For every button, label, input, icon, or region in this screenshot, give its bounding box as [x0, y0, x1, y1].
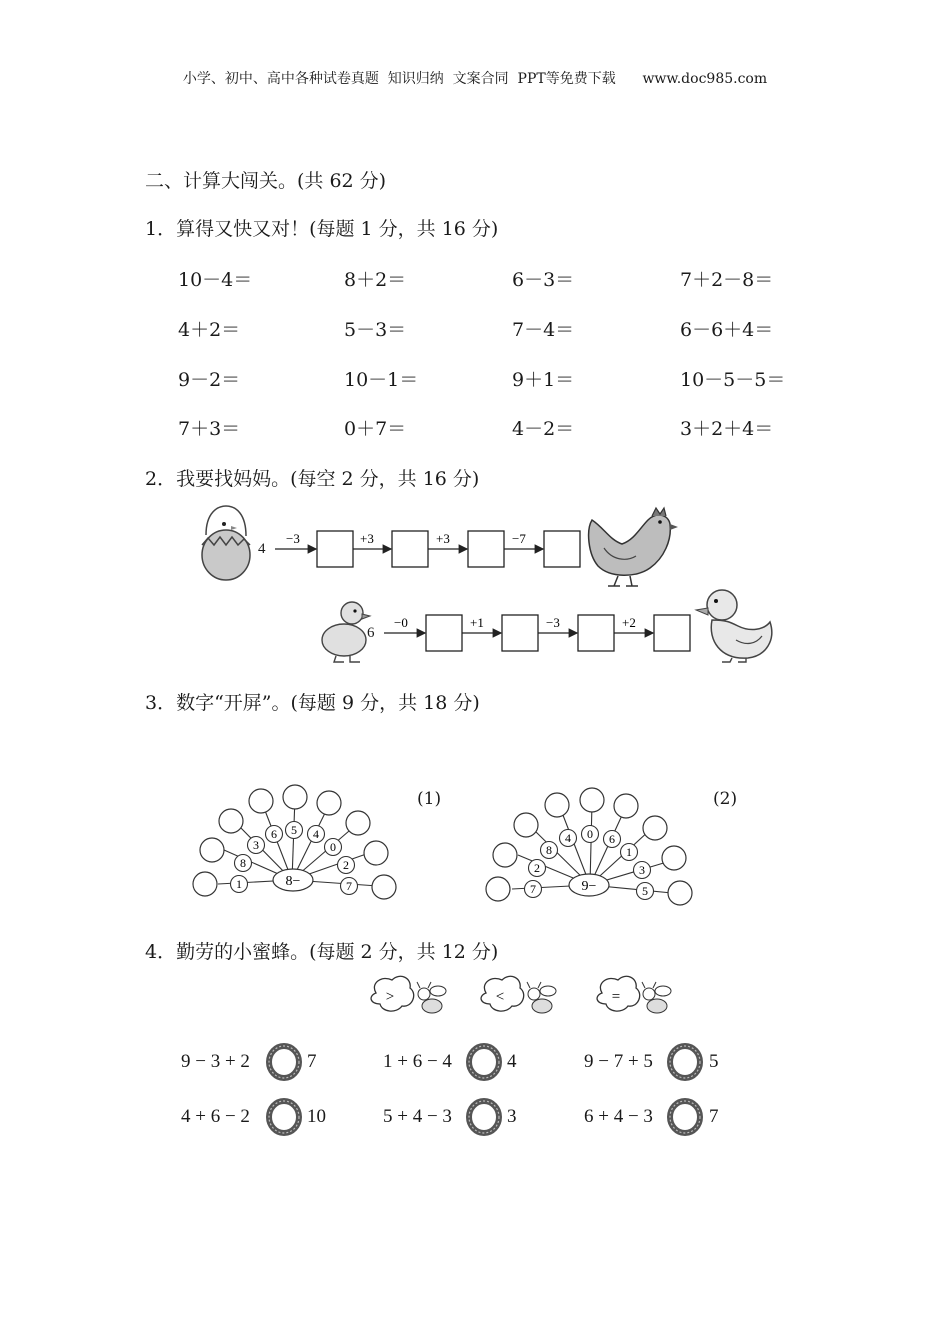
answer-box[interactable]	[544, 531, 580, 567]
q1-exercise: 4＋2＝	[178, 319, 241, 341]
answer-box[interactable]	[392, 531, 428, 567]
answer-circle[interactable]	[545, 793, 569, 817]
fan-1-number: 1	[236, 877, 242, 891]
answer-circle[interactable]	[200, 838, 224, 862]
fan-1	[193, 785, 396, 899]
q4-expression: 1 + 6 − 4	[383, 1051, 452, 1072]
chain-2	[367, 615, 690, 651]
q4-expression: 5 + 4 − 3	[383, 1106, 452, 1127]
chain-2-op: +2	[622, 615, 636, 630]
q1-exercise: 9－2＝	[178, 369, 241, 391]
answer-box[interactable]	[317, 531, 353, 567]
q4-value: 4	[507, 1051, 517, 1072]
symbol-label: =	[611, 989, 621, 1005]
fan-1-label: (1)	[417, 789, 442, 809]
answer-circle[interactable]	[580, 788, 604, 812]
q1-title: 1．算得又快又对！(每题 1 分，共 16 分)	[145, 218, 499, 240]
chain-2-op: +1	[470, 615, 484, 630]
answer-circle[interactable]	[668, 881, 692, 905]
fan-1-number: 4	[313, 827, 319, 841]
q1-exercise: 9＋1＝	[512, 369, 575, 391]
q1-exercise: 7－4＝	[512, 319, 575, 341]
answer-circle[interactable]	[662, 846, 686, 870]
section-title: 二、计算大闯关。(共 62 分)	[145, 170, 387, 192]
fan-2-number: 4	[565, 831, 571, 845]
answer-circle[interactable]	[249, 789, 273, 813]
fan-2-number: 2	[534, 861, 540, 875]
answer-circle[interactable]	[493, 843, 517, 867]
symbol-label: >	[385, 989, 395, 1005]
fan-2-number: 5	[642, 884, 648, 898]
q1-exercise: 10－4＝	[178, 269, 253, 291]
q1-exercise: 3＋2＋4＝	[680, 418, 774, 440]
bee-icon	[527, 982, 556, 1013]
fan-2-number: 7	[530, 882, 536, 896]
answer-circle[interactable]	[614, 794, 638, 818]
answer-circle[interactable]	[514, 813, 538, 837]
fan-1-number: 6	[271, 827, 277, 841]
fan-1-number: 5	[291, 823, 297, 837]
duck-illustration	[696, 590, 772, 662]
chain-1-op: −7	[512, 531, 526, 546]
bee-symbols	[371, 976, 671, 1013]
q1-exercise: 10－1＝	[344, 369, 419, 391]
chain-1-op: +3	[436, 531, 450, 546]
q1-exercise: 10－5－5＝	[680, 369, 786, 391]
answer-circle[interactable]	[486, 877, 510, 901]
fan-1-number: 8	[240, 856, 246, 870]
answer-circle[interactable]	[283, 785, 307, 809]
answer-box[interactable]	[578, 615, 614, 651]
fan-2-number: 6	[609, 832, 615, 846]
fan-2	[486, 788, 692, 905]
q4-expression: 9 − 7 + 5	[584, 1051, 653, 1072]
q4-value: 3	[507, 1106, 517, 1127]
q4-value: 10	[307, 1106, 326, 1127]
chain-1-op: +3	[360, 531, 374, 546]
q4-value: 7	[709, 1106, 719, 1127]
answer-circle[interactable]	[317, 791, 341, 815]
symbol-label: <	[495, 989, 505, 1005]
q1-exercise: 8＋2＝	[344, 269, 407, 291]
q4-title: 4．勤劳的小蜜蜂。(每题 2 分，共 12 分)	[145, 941, 499, 963]
q1-exercise: 0＋7＝	[344, 418, 407, 440]
bee-icon	[417, 982, 446, 1013]
page-header: 小学、初中、高中各种试卷真题 知识归纳 文案合同 PPT等免费下载 www.doc985.com	[182, 71, 768, 87]
answer-box[interactable]	[426, 615, 462, 651]
fan-1-number: 2	[343, 858, 349, 872]
chain-1-op: −3	[286, 531, 300, 546]
bee-icon	[642, 982, 671, 1013]
fan-2-label: (2)	[713, 789, 738, 809]
q4-value: 7	[307, 1051, 317, 1072]
q1-exercise: 5－3＝	[344, 319, 407, 341]
chain-1	[258, 531, 580, 567]
q4-expression: 6 + 4 − 3	[584, 1106, 653, 1127]
answer-box[interactable]	[654, 615, 690, 651]
chain-2-start: 6	[367, 625, 375, 641]
fan-2-number: 0	[587, 827, 593, 841]
chick-in-egg-illustration	[202, 506, 250, 580]
fan-2-number: 1	[626, 845, 632, 859]
q4-expression: 9 − 3 + 2	[181, 1051, 250, 1072]
q1-exercise: 6－3＝	[512, 269, 575, 291]
answer-circle[interactable]	[193, 872, 217, 896]
bee-equal	[597, 976, 671, 1013]
bee-greater-than	[371, 976, 446, 1013]
q3-title: 3．数字“开屏”。(每题 9 分，共 18 分)	[145, 692, 480, 714]
q1-exercise: 7＋3＝	[178, 418, 241, 440]
answer-circle[interactable]	[219, 809, 243, 833]
chain-2-op: −0	[394, 615, 408, 630]
chain-1-start: 4	[258, 541, 266, 557]
chain-2-op: −3	[546, 615, 560, 630]
q4-value: 5	[709, 1051, 719, 1072]
fan-2-center: 9−	[581, 879, 597, 894]
fan-1-number: 0	[330, 840, 336, 854]
q4-expression: 4 + 6 − 2	[181, 1106, 250, 1127]
fan-2-number: 8	[546, 843, 552, 857]
q1-exercise: 4－2＝	[512, 418, 575, 440]
bee-less-than	[481, 976, 556, 1013]
answer-circle[interactable]	[372, 875, 396, 899]
q1-exercise: 7＋2－8＝	[680, 269, 774, 291]
q2-title: 2．我要找妈妈。(每空 2 分，共 16 分)	[145, 468, 480, 490]
fan-1-number: 7	[346, 879, 352, 893]
answer-circle[interactable]	[364, 841, 388, 865]
hen-illustration	[589, 508, 678, 586]
fan-1-number: 3	[253, 838, 259, 852]
answer-circle[interactable]	[346, 811, 370, 835]
answer-circle[interactable]	[643, 816, 667, 840]
answer-box[interactable]	[468, 531, 504, 567]
duckling-illustration	[322, 602, 370, 662]
answer-box[interactable]	[502, 615, 538, 651]
fan-1-center: 8−	[285, 874, 301, 889]
q1-exercise: 6－6＋4＝	[680, 319, 774, 341]
fan-2-number: 3	[639, 863, 645, 877]
